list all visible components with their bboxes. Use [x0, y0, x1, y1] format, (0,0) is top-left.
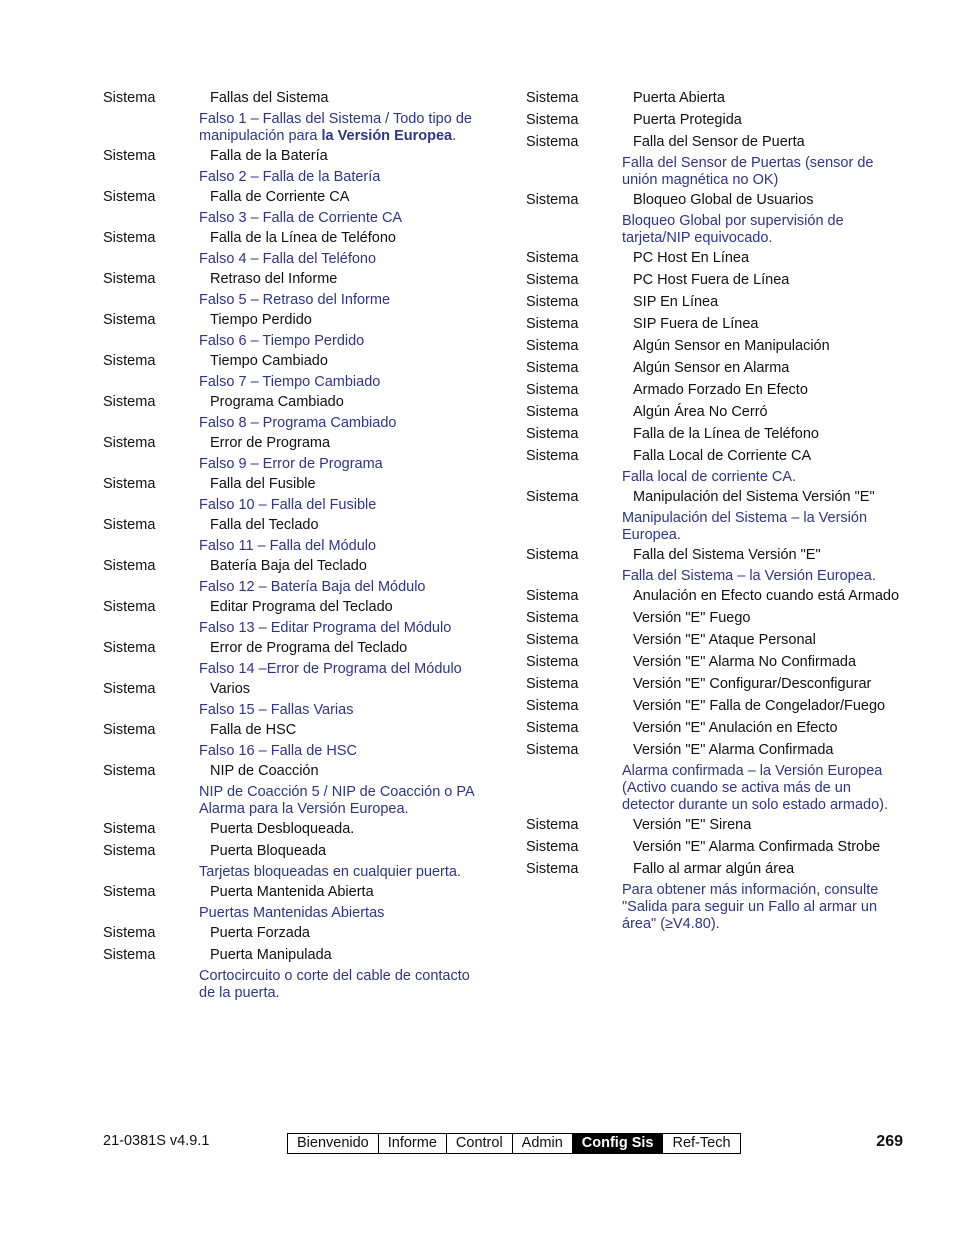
event-description: Falso 9 – Error de Programa — [199, 456, 383, 472]
event-entry — [526, 632, 906, 649]
event-description: Falla del Sistema – la Versión Europea. — [622, 568, 876, 584]
event-entry — [526, 338, 906, 355]
event-description-part: . — [452, 128, 457, 144]
event-entry — [526, 610, 906, 627]
event-entry — [526, 404, 906, 421]
tab-config-sis[interactable]: Config Sis — [573, 1134, 664, 1153]
event-entry — [526, 861, 906, 878]
event-name: Puerta Abierta — [633, 90, 725, 106]
event-category: Sistema — [526, 861, 579, 877]
event-entry — [526, 676, 906, 693]
event-entry — [103, 230, 483, 247]
event-description: Bloqueo Global por supervisión de tarjeta/NIP equivocado. — [622, 213, 844, 246]
event-name: Puerta Desbloqueada. — [210, 821, 355, 837]
event-entry — [526, 742, 906, 759]
event-name: Falla de la Batería — [210, 148, 328, 164]
event-name: Falla de la Línea de Teléfono — [633, 426, 819, 442]
event-description: Para obtener más información, consulte "Salida para seguir un Fallo al armar un área" (≥V4.80). — [622, 882, 879, 932]
event-description: Alarma confirmada – la Versión Europea (Activo cuando se activa más de un detector durante un solo estado armado). — [622, 763, 888, 813]
event-name: Bloqueo Global de Usuarios — [633, 192, 814, 208]
event-name: SIP En Línea — [633, 294, 719, 310]
event-name: Varios — [210, 681, 251, 697]
right-column — [526, 90, 906, 936]
event-description: Falso 10 – Falla del Fusible — [199, 497, 377, 513]
event-name: PC Host En Línea — [633, 250, 750, 266]
event-name: Retraso del Informe — [210, 271, 338, 287]
event-name: Versión "E" Falla de Congelador/Fuego — [633, 698, 886, 714]
event-category: Sistema — [526, 588, 579, 604]
page-number: 269 — [876, 1133, 903, 1150]
event-name: Versión "E" Configurar/Desconfigurar — [633, 676, 872, 692]
event-entry — [103, 884, 483, 901]
event-description: Falso 4 – Falla del Teléfono — [199, 251, 377, 267]
event-entry — [526, 547, 906, 564]
event-entry — [526, 360, 906, 377]
event-name: Programa Cambiado — [210, 394, 344, 410]
event-category: Sistema — [526, 404, 579, 420]
event-category: Sistema — [526, 382, 579, 398]
event-description: Falso 15 – Fallas Varias — [199, 702, 354, 718]
event-category: Sistema — [103, 476, 156, 492]
event-category: Sistema — [526, 112, 579, 128]
event-entry — [103, 394, 483, 411]
event-category: Sistema — [103, 394, 156, 410]
event-name: Algún Sensor en Manipulación — [633, 338, 830, 354]
event-category: Sistema — [526, 90, 579, 106]
event-name: Puerta Manipulada — [210, 947, 332, 963]
event-entry — [526, 720, 906, 737]
event-description: Puertas Mantenidas Abiertas — [199, 905, 385, 921]
event-category: Sistema — [526, 360, 579, 376]
event-name: Versión "E" Fuego — [633, 610, 751, 626]
event-entry — [103, 476, 483, 493]
event-category: Sistema — [103, 558, 156, 574]
event-entry — [526, 134, 906, 151]
event-name: Falla de la Línea de Teléfono — [210, 230, 396, 246]
event-category: Sistema — [526, 839, 579, 855]
event-description: Falso 8 – Programa Cambiado — [199, 415, 397, 431]
event-category: Sistema — [526, 654, 579, 670]
event-entry — [526, 316, 906, 333]
event-name: Editar Programa del Teclado — [210, 599, 393, 615]
event-category: Sistema — [526, 272, 579, 288]
event-description: Falso 13 – Editar Programa del Módulo — [199, 620, 452, 636]
event-description: Falso 14 –Error de Programa del Módulo — [199, 661, 462, 677]
event-entry — [103, 599, 483, 616]
event-category: Sistema — [103, 189, 156, 205]
event-category: Sistema — [103, 681, 156, 697]
event-name: Error de Programa — [210, 435, 331, 451]
event-name: Falla de HSC — [210, 722, 297, 738]
event-category: Sistema — [103, 843, 156, 859]
event-name: Puerta Mantenida Abierta — [210, 884, 374, 900]
event-name: Puerta Protegida — [633, 112, 742, 128]
event-category: Sistema — [103, 353, 156, 369]
tab-control[interactable]: Control — [447, 1134, 513, 1153]
event-category: Sistema — [103, 517, 156, 533]
event-entry — [103, 90, 483, 107]
tab-ref-tech[interactable]: Ref-Tech — [672, 1135, 731, 1151]
event-name: Falla del Sensor de Puerta — [633, 134, 805, 150]
event-category: Sistema — [526, 448, 579, 464]
event-category: Sistema — [526, 547, 579, 563]
event-name: Tiempo Perdido — [210, 312, 312, 328]
event-entry — [103, 947, 483, 964]
event-name: Versión "E" Ataque Personal — [633, 632, 816, 648]
event-category: Sistema — [103, 90, 156, 106]
event-entry — [526, 250, 906, 267]
section-tabs — [287, 1133, 741, 1154]
event-description: Falso 5 – Retraso del Informe — [199, 292, 391, 308]
event-entry — [526, 192, 906, 209]
event-name: Versión "E" Sirena — [633, 817, 752, 833]
event-name: Puerta Bloqueada — [210, 843, 327, 859]
event-name: Falla del Teclado — [210, 517, 319, 533]
event-description: Falso 2 – Falla de la Batería — [199, 169, 381, 185]
tab-admin[interactable]: Admin — [513, 1134, 573, 1153]
event-entry — [526, 448, 906, 465]
event-category: Sistema — [103, 640, 156, 656]
event-description: Falso 16 – Falla de HSC — [199, 743, 357, 759]
event-name: Versión "E" Alarma Confirmada — [633, 742, 834, 758]
event-entry — [103, 763, 483, 780]
event-category: Sistema — [103, 925, 156, 941]
event-description-part: la Versión Europea — [321, 128, 453, 144]
event-category: Sistema — [103, 947, 156, 963]
event-category: Sistema — [526, 632, 579, 648]
event-name: Versión "E" Alarma No Confirmada — [633, 654, 857, 670]
event-description: Falso 12 – Batería Baja del Módulo — [199, 579, 426, 595]
event-category: Sistema — [103, 763, 156, 779]
event-description: NIP de Coacción 5 / NIP de Coacción o PA Alarma para la Versión Europea. — [199, 784, 474, 817]
event-name: PC Host Fuera de Línea — [633, 272, 790, 288]
event-entry — [526, 817, 906, 834]
event-category: Sistema — [526, 134, 579, 150]
event-category: Sistema — [526, 698, 579, 714]
event-entry — [103, 925, 483, 942]
event-entry — [526, 90, 906, 107]
event-entry — [526, 272, 906, 289]
event-description: Tarjetas bloqueadas en cualquier puerta. — [199, 864, 461, 880]
event-entry — [526, 839, 906, 856]
event-category: Sistema — [526, 610, 579, 626]
page-footer — [103, 1133, 903, 1155]
event-name: Falla de Corriente CA — [210, 189, 350, 205]
event-category: Sistema — [103, 312, 156, 328]
event-description: Falso 7 – Tiempo Cambiado — [199, 374, 381, 390]
event-name: Batería Baja del Teclado — [210, 558, 367, 574]
event-name: Tiempo Cambiado — [210, 353, 328, 369]
tab-bienvenido[interactable]: Bienvenido — [288, 1134, 379, 1153]
event-description: Falso 11 – Falla del Módulo — [199, 538, 377, 554]
event-description: Falso 6 – Tiempo Perdido — [199, 333, 365, 349]
event-category: Sistema — [103, 884, 156, 900]
left-column — [103, 90, 483, 1005]
event-entry — [103, 722, 483, 739]
event-entry — [103, 271, 483, 288]
event-entry — [103, 640, 483, 657]
event-category: Sistema — [526, 426, 579, 442]
event-entry — [526, 382, 906, 399]
event-category: Sistema — [103, 230, 156, 246]
tab-informe[interactable]: Informe — [379, 1134, 447, 1153]
event-category: Sistema — [103, 722, 156, 738]
event-entry — [103, 189, 483, 206]
event-category: Sistema — [526, 742, 579, 758]
event-name: Falla del Fusible — [210, 476, 316, 492]
event-entry — [526, 698, 906, 715]
event-name: Puerta Forzada — [210, 925, 310, 941]
event-description: Falla del Sensor de Puertas (sensor de unión magnética no OK) — [622, 155, 874, 188]
event-entry — [526, 112, 906, 129]
event-entry — [103, 148, 483, 165]
event-name: NIP de Coacción — [210, 763, 319, 779]
event-entry — [103, 312, 483, 329]
event-description: Manipulación del Sistema – la Versión Europea. — [622, 510, 868, 543]
event-description: Falso 3 – Falla de Corriente CA — [199, 210, 403, 226]
event-entry — [103, 681, 483, 698]
event-name: Manipulación del Sistema Versión "E" — [633, 489, 875, 505]
event-entry — [103, 353, 483, 370]
event-entry — [526, 426, 906, 443]
event-category: Sistema — [526, 294, 579, 310]
event-description: Falla local de corriente CA. — [622, 469, 797, 485]
event-name: Armado Forzado En Efecto — [633, 382, 808, 398]
event-category: Sistema — [103, 435, 156, 451]
event-name: Algún Área No Cerró — [633, 404, 768, 420]
event-category: Sistema — [526, 817, 579, 833]
event-entry — [103, 843, 483, 860]
event-entry — [103, 821, 483, 838]
event-category: Sistema — [526, 338, 579, 354]
event-category: Sistema — [103, 148, 156, 164]
event-name: Falla Local de Corriente CA — [633, 448, 812, 464]
event-category: Sistema — [526, 250, 579, 266]
event-category: Sistema — [103, 821, 156, 837]
event-category: Sistema — [103, 271, 156, 287]
event-category: Sistema — [526, 676, 579, 692]
event-name: Fallas del Sistema — [210, 90, 329, 106]
event-category: Sistema — [526, 316, 579, 332]
event-entry — [526, 654, 906, 671]
event-name: Fallo al armar algún área — [633, 861, 795, 877]
document-id: 21-0381S v4.9.1 — [103, 1133, 210, 1149]
event-description-part: Falso 1 – Fallas del Sistema / Todo tipo de manipulación para — [199, 111, 472, 144]
event-category: Sistema — [103, 599, 156, 615]
event-category: Sistema — [526, 192, 579, 208]
event-name: Anulación en Efecto cuando está Armado — [633, 588, 900, 604]
event-name: Falla del Sistema Versión "E" — [633, 547, 821, 563]
event-entry — [103, 517, 483, 534]
event-entry — [103, 558, 483, 575]
event-category: Sistema — [526, 720, 579, 736]
event-entry — [103, 435, 483, 452]
event-name: Versión "E" Anulación en Efecto — [633, 720, 838, 736]
event-name: Error de Programa del Teclado — [210, 640, 408, 656]
event-name: SIP Fuera de Línea — [633, 316, 759, 332]
event-entry — [526, 489, 906, 506]
event-description: Cortocircuito o corte del cable de contacto de la puerta. — [199, 968, 470, 1001]
event-category: Sistema — [526, 489, 579, 505]
event-entry — [526, 294, 906, 311]
event-description — [199, 111, 483, 145]
event-name: Algún Sensor en Alarma — [633, 360, 790, 376]
event-name: Versión "E" Alarma Confirmada Strobe — [633, 839, 881, 855]
event-entry — [526, 588, 906, 605]
